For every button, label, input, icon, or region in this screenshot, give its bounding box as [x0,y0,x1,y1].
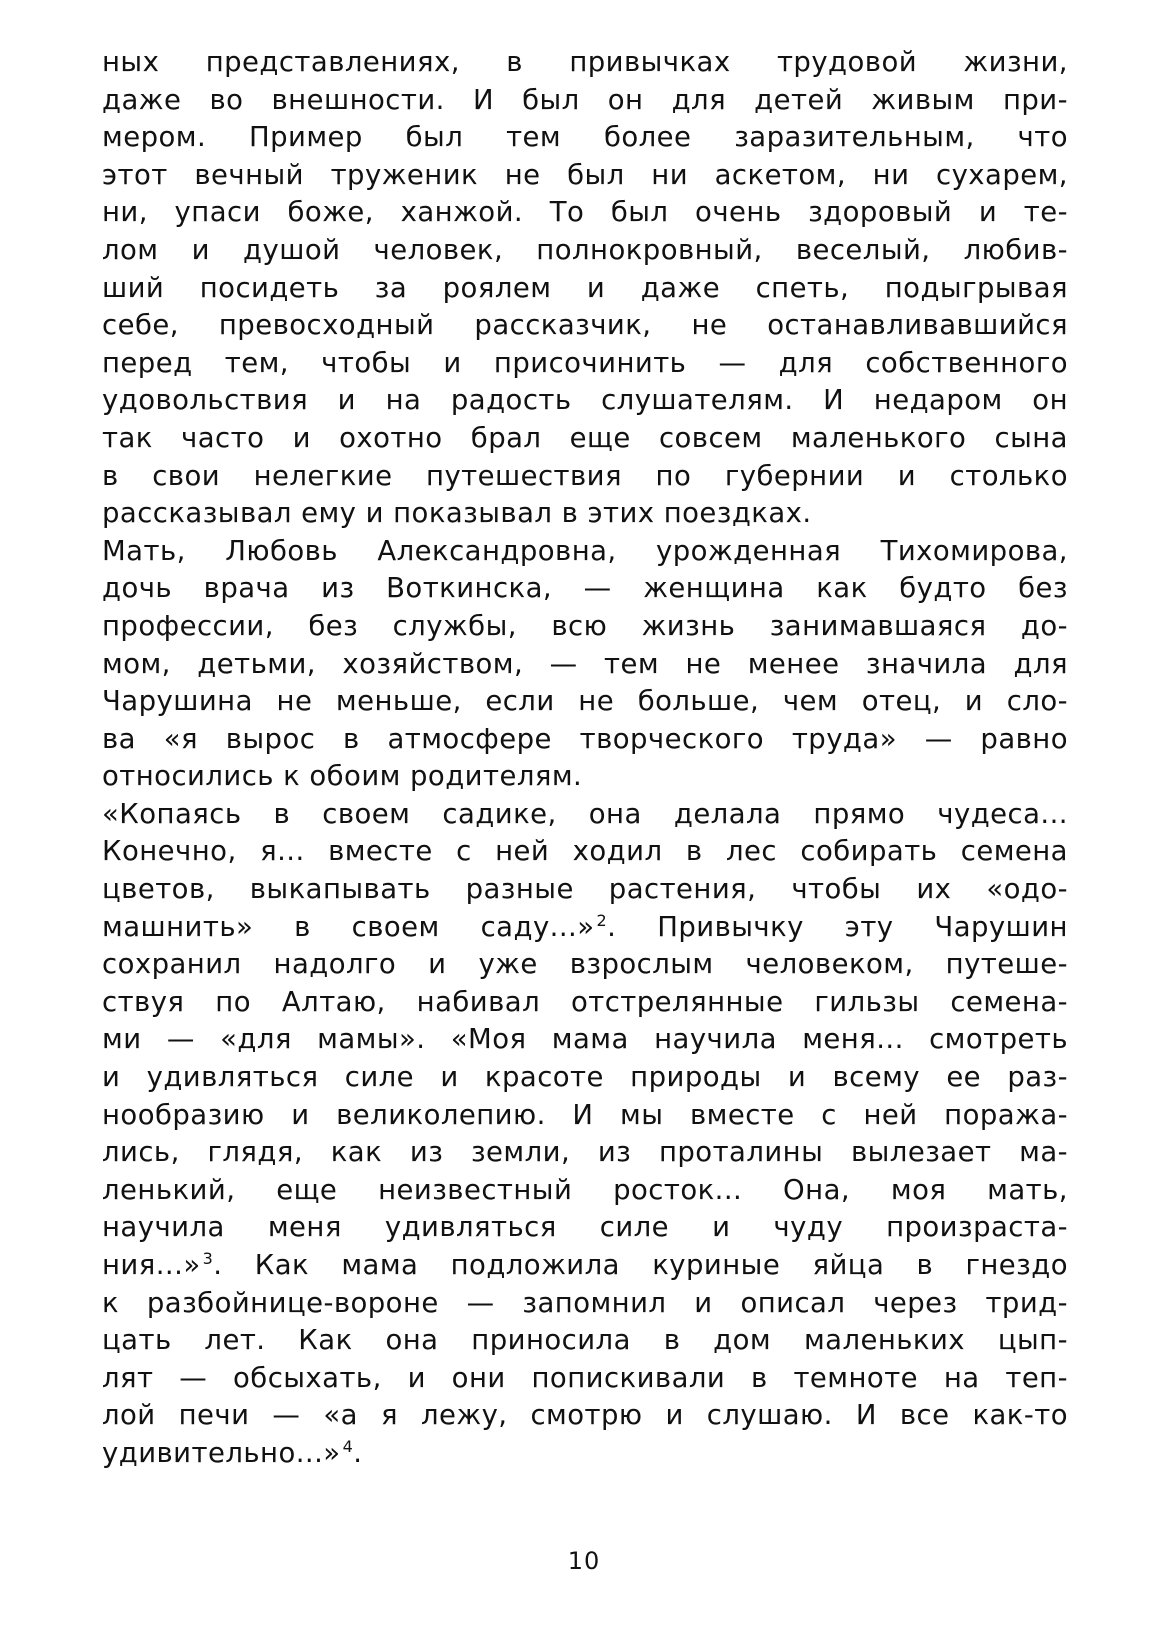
text-line: цать лет. Как она приносила в дом маленьких цып- [102,1324,1068,1357]
text-line: и удивляться силе и красоте природы и всему ее раз- [102,1061,1068,1094]
text-line: лом и душой человек, полнокровный, веселый, любив- [102,233,1068,266]
footnote-marker: 2 [596,910,608,930]
text-line: ва «я вырос в атмосфере творческого труда» — равно [102,722,1068,755]
body-text [102,44,1068,1473]
text-line: сохранил надолго и уже взрослым человеком, путеше- [102,948,1068,981]
text-line: относились к обоим родителям. [102,760,583,793]
text-line: мом, детьми, хозяйством, — тем не менее значила для [102,647,1068,680]
text-line: удовольствия и на радость слушателям. И недаром он [102,384,1068,417]
text-line: ствуя по Алтаю, набивал отстрелянные гильзы семена- [102,985,1068,1018]
text-line: в свои нелегкие путешествия по губернии и столько [102,459,1068,492]
text-segment: . Как мама подложила куриные яйца в гнездо [213,1249,1068,1281]
text-line: так часто и охотно брал еще совсем маленького сына [102,421,1068,454]
text-segment: . [353,1436,363,1469]
text-line: Мать, Любовь Александровна, урожденная Тихомирова, [102,534,1068,567]
text-line: лой печи — «а я лежу, смотрю и слушаю. И все как-то [102,1399,1068,1432]
text-line: ший посидеть за роялем и даже спеть, подыгрывая [102,271,1068,304]
text-line [102,909,1068,947]
text-line: рассказывал ему и показывал в этих поездках. [102,497,812,530]
text-line: Чарушина не меньше, если не больше, чем отец, и сло- [102,685,1068,718]
footnote-marker: 3 [202,1248,214,1268]
text-segment: . Привычку эту Чарушин [607,910,1068,943]
text-segment: машнить» в своем саду...» [102,910,595,943]
text-line: ных представлениях, в привычках трудовой жизни, [102,46,1068,78]
text-line: перед тем, чтобы и присочинить — для собственного [102,346,1068,379]
text-line: ми — «для мамы». «Моя мама научила меня... смотреть [102,1023,1068,1056]
text-line: ни, упаси боже, ханжой. То был очень здоровый и те- [102,196,1068,229]
text-line: лят — обсыхать, и они попискивали в темноте на теп- [102,1361,1068,1394]
text-line: мером. Пример был тем более заразительным, что [102,121,1068,154]
text-line: нообразию и великолепию. И мы вместе с ней поража- [102,1098,1068,1131]
text-line: лись, глядя, как из земли, из проталины вылезает ма- [102,1136,1068,1169]
text-line: себе, превосходный рассказчик, не останавливавшийся [102,309,1068,342]
text-line: даже во внешности. И был он для детей живым при- [102,83,1068,116]
text-segment: ния...» [102,1249,201,1281]
text-line: дочь врача из Воткинска, — женщина как будто без [102,572,1068,605]
text-line: к разбойнице-вороне — запомнил и описал через трид- [102,1286,1068,1319]
text-line [102,1247,1068,1285]
text-line [102,1435,1068,1473]
text-line: Конечно, я... вместе с ней ходил в лес собирать семена [102,835,1068,868]
page-number: 10 [567,1547,601,1575]
text-segment: удивительно...» [102,1436,341,1469]
text-line: ленький, еще неизвестный росток... Она, моя мать, [102,1173,1068,1206]
footnote-marker: 4 [342,1436,354,1456]
text-line: профессии, без службы, всю жизнь занимавшаяся до- [102,609,1068,642]
text-line: «Копаясь в своем садике, она делала прямо чудеса... [102,797,1068,830]
text-line: научила меня удивляться силе и чуду произраста- [102,1211,1068,1244]
text-line: этот вечный труженик не был ни аскетом, ни сухарем, [102,158,1068,191]
text-line: цветов, выкапывать разные растения, чтобы их «одо- [102,873,1068,906]
